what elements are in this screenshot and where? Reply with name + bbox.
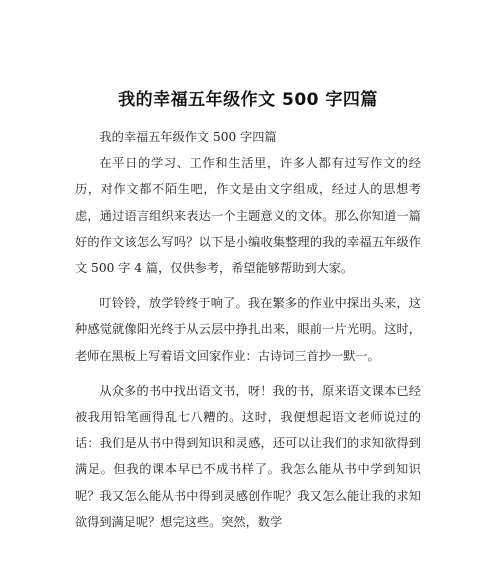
- paragraph-bell: 叮铃铃，放学铃终于响了。我在繁多的作业中探出头来，这种感觉就像阳光终于从云层中挣扎出来，眼前一片光明。这时，老师在黑板上写着语文回家作业：古诗词三首抄一默一。: [75, 296, 421, 363]
- paragraph-intro: 在平日的学习、工作和生活里，许多人都有过写作文的经历，对作文都不陌生吧，作文是由文字组成，经过人的思想考虑，通过语言组织来表达一个主题意义的文体。那么你知道一篇好的作文该怎么写吗？以下是小编收集整理的我的幸福五年级作文 500 字 4 篇，仅供参考，希望能够帮助到大家。: [75, 156, 421, 276]
- paragraph-books: 从众多的书中找出语文书，呀！我的书，原来语文课本已经被我用铅笔画得乱七八糟的。这时，我便想起语文老师说过的话：我们是从书中得到知识和灵感，还可以让我们的求知欲得到满足。但我的课本早已不成书样了。我怎么能从书中学到知识呢？我又怎么能从书中得到灵感创作呢？我又怎么能让我的求知欲得到满足呢？想完这些。突然，数学: [75, 383, 421, 529]
- document-title: 我的幸福五年级作文 500 字四篇: [118, 90, 378, 110]
- paragraph-subtitle: 我的幸福五年级作文 500 字四篇: [99, 130, 277, 144]
- document-body: [75, 124, 421, 535]
